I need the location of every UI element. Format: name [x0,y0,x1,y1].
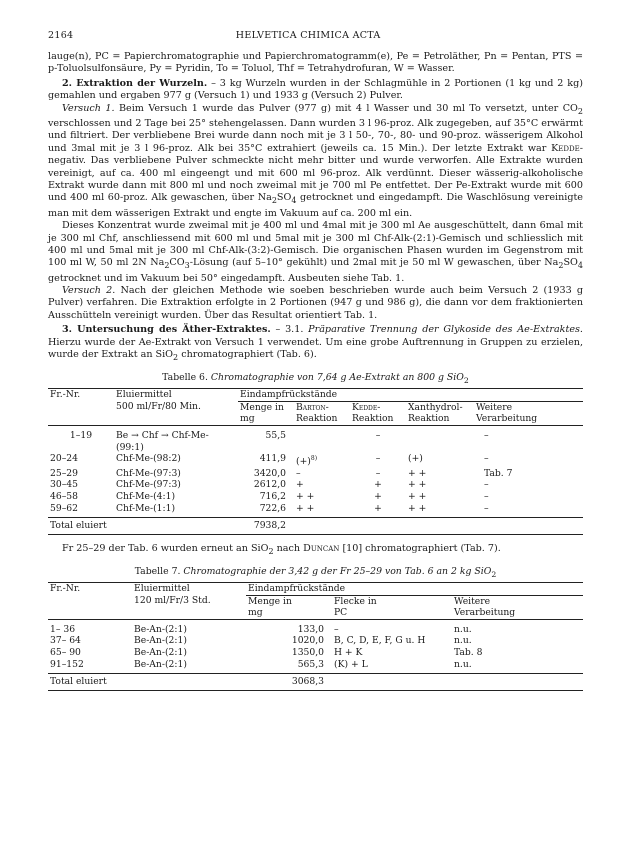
page-number: 2164 [48,30,74,41]
table-row: 20–24 Chf-Me-(98:2) 411,9 $(+)^{8)}$ – (+) – [50,453,489,468]
table-6-caption: Tabelle 6. Chromatographie von 7,64 g Ae-Extrakt an 800 g SiO$_2$ [162,372,469,386]
section-2-paragraph: 2. Extraktion der Wurzeln. – 3 kg Wurzeln wurden in der Schlagmühle in 2 Portionen (1 kg und 2 kg) gemahlen und ergaben 977 g (Versuch 1) und 1933 g (Versuch 2) Pulver. [48,77,583,102]
table-total-row: Total eluiert 7938,2 [48,518,583,535]
table-row: 1–19 Be → Chf → Chf-Me- 55,5 – – [69,430,489,442]
table-row: 25–29 Chf-Me-(97:3) 3420,0 – – + + Tab. 7 [50,467,513,479]
table-row: 65– 90 Be-An-(2:1) 1350,0 H + K Tab. 8 [50,646,483,658]
versuch-1-paragraph: Versuch 1. Beim Versuch 1 wurde das Pulver (977 g) mit 4 l Wasser und 30 ml To versetzt, unter $CO_2$ verschlossen und 2 Tage bei 25° stehengelassen. Dann wurden 3 l 96-proz. Alk zugegeben, auf 35°C erwärmt und filtriert. Der verbliebene Brei wurde dann noch mit je 3 l 50-, 70-, 80- und 90-proz. wässerigem Alkohol und 3mal mit je 3 l 96-proz. Alk bei 35°C extrahiert (jeweils ca. 15 Min.). Der letzte Extrakt war Kedde-negativ. Das verbliebene Pulver schmeckte nicht mehr bitter und wurde verworfen. Alle Extrakte wurden vereinigt, auf ca. 400 ml eingeengt und mit 600 ml 96-proz. Alk verdünnt. Dieser wässerig-alkoholische Extrakt wurde dann mit 800 ml und noch zweimal mit je 700 ml Pe entfettet. Der Pe-Extrakt wurde mit 600 und 400 ml 60-proz. Alk gewaschen, über $Na_2SO_4$ getrocknet und eingedampft. Die Waschlösung vereinigte man mit dem wässerigen Extrakt und engte im Vakuum auf ca. 200 ml ein. [48,102,583,219]
table-row: 59–62 Chf-Me-(1:1) 722,6 + + + + + – [48,503,583,518]
table-row: 30–45 Chf-Me-(97:3) 2612,0 + + + + – [50,479,489,491]
duncan-name: Duncan [303,542,340,554]
duncan-paragraph: Fr 25–29 der Tab. 6 wurden erneut an SiO$_2$ nach Duncan [10] chromatographiert (Tab. 7). [62,542,501,556]
page [48,30,583,691]
table-row: 91–152 Be-An-(2:1) 565,3 (K) + L n.u. [48,659,583,674]
section-3-title: 3. Untersuchung des Äther-Extraktes. [62,324,271,336]
versuch-2-paragraph: Versuch 2. Nach der gleichen Methode wie soeben beschrieben wurde auch beim Versuch 2 (1933 g Pulver) verfahren. Die Extraktion erfolgte in 2 Portionen (947 g und 986 g), die dann vor dem fraktionierten Ausschütteln vereinigt wurden. Über das Resultat orientiert Tab. 1. [48,285,583,321]
table-row: 46–58 Chf-Me-(4:1) 716,2 + + + + + – [50,491,489,503]
section-3-paragraph: 3. Untersuchung des Äther-Extraktes. – 3.1. Präparative Trennung der Glykoside des Ae-Extraktes. Hierzu wurde der Ae-Extrakt von Versuch 1 verwendet. Um eine grobe Auftrennung in Gruppen zu erzielen, wurde der Extrakt an SiO$_2$ chromatographiert (Tab. 6). [48,324,583,362]
table-7-caption: Tabelle 7. Chromatographie der 3,42 g der Fr 25–29 von Tab. 6 an 2 kg SiO$_2$ [134,566,497,579]
versuch-1-label: Versuch 1. [62,102,115,114]
running-header [48,30,583,41]
versuch-2-label: Versuch 2. [62,285,116,297]
table-7: Fr.-Nr. Eluiermittel Eindampfrückstände 120 ml/Fr/3 Std. Menge in Flecke in Weitere mg PC Verarbeitung 1– 36 Be-An-(2:1) 133,0 – n.u. 37– 64 Be-An-(2:1) 1020,0 B, C, D, E, F, G u. H n.u. 65– 90 Be-An-(2:1) 1350,0 H + K Tab. 8 91–152 Be-An-(2:1) 565,3 (K) + L n.u. Total eluiert 3068,3 [48,582,583,691]
konzentrat-paragraph: Dieses Konzentrat wurde zweimal mit je 400 ml und 4mal mit je 300 ml Ae ausgeschüttelt, dann 6mal mit je 300 ml Chf, anschliessend mit 600 ml und 5mal mit je 300 ml Chf-Alk-(2:1)-Gemisch und schliesslich mit 400 ml und 5mal mit je 300 ml Chf-Alk-(3:2)-Gemisch. Die organischen Phasen wurden im Gegenstrom mit 100 ml W, 50 ml 2N $Na_2CO_3$-Lösung (auf 5–10° gekühlt) und 2mal mit je 50 ml W gewaschen, über $Na_2SO_4$ getrocknet und im Vakuum bei 50° eingedampft. Ausbeuten siehe Tab. 1. [48,220,583,284]
table-row: 1– 36 Be-An-(2:1) 133,0 – n.u. [50,623,472,635]
kedde-name: Kedde [551,142,580,154]
table-row: 37– 64 Be-An-(2:1) 1020,0 B, C, D, E, F, G u. H n.u. [50,635,472,647]
table-row: (99:1) [116,441,144,453]
section-2-title: 2. Extraktion der Wurzeln. [62,77,208,89]
table-6: Fr.-Nr. Eluiermittel Eindampfrückstände 500 ml/Fr/80 Min. Menge in Barton- Kedde- Xanthydrol- Weitere mg Reaktion Reaktion Reaktion Verarbeitung 1–19 Be → Chf → Chf-Me- 55,5 – – (99:1) 20–24 Chf-Me-(98:2) 411,9 $(+)^{8)}$ – (+) – 25–29 Chf-Me-(97:3) 3420,0 – – + + Tab. 7 30–45 Chf-Me-(97:3) 2612,0 + + + + – 46–58 Chf-Me-(4:1) 716,2 + + + + + – 59–62 Chf-Me-(1:1) 722,6 + + + + + – Total eluiert 7938,2 [48,388,583,535]
journal-title: HELVETICA CHIMICA ACTA [235,30,381,41]
table-total-row: Total eluiert 3068,3 [48,674,583,691]
abbreviations-paragraph: lauge(n), PC = Papierchromatographie und Papierchromatogramm(e), Pe = Petroläther, Pn = Pentan, PTS = p-Toluolsulfonsäure, Py = Pyridin, To = Toluol, Thf = Tetrahydrofuran, W = Wasser. [48,51,583,75]
